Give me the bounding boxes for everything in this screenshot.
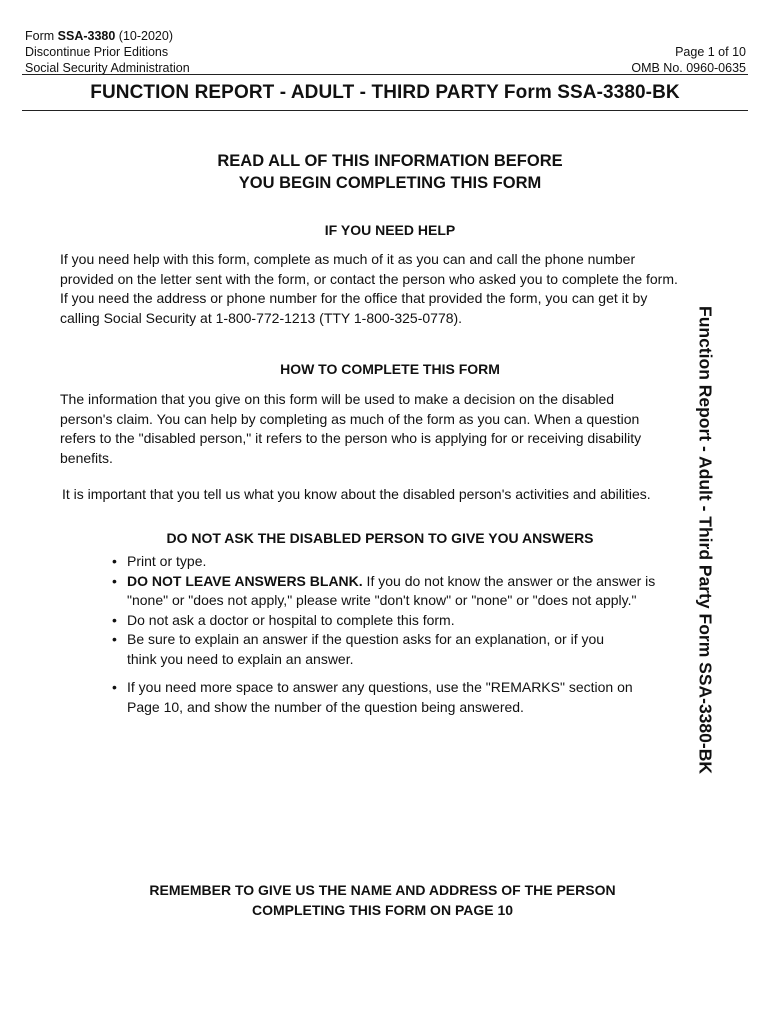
list-item [112, 611, 687, 631]
list-item [112, 552, 687, 572]
list-item [112, 572, 687, 611]
header-divider [22, 74, 748, 75]
instruction-list [112, 552, 687, 717]
remember-notice [0, 880, 765, 920]
bullet-bold-lead: DO NOT LEAVE ANSWERS BLANK. [127, 572, 363, 589]
omb-number: OMB No. 0960-0635 [631, 61, 746, 75]
how-to-heading: HOW TO COMPLETE THIS FORM [280, 361, 500, 377]
title-divider [22, 110, 748, 111]
side-label: Function Report - Adult - Third Party Form SSA-3380-BK [695, 306, 716, 774]
importance-paragraph: It is important that you tell us what you know about the disabled person's activities and abilities. [62, 486, 651, 502]
form-id-line [25, 28, 190, 44]
form-prefix: Form [25, 29, 58, 43]
form-header-right [631, 44, 746, 76]
discontinue-note: Discontinue Prior Editions [25, 45, 169, 59]
how-to-paragraph: The information that you give on this form will be used to make a decision on the disabled person's claim. You can help by completing as much of the form as you can. When a question refers to the "disabled person," it refers to the person who is applying for or receiving disability benefits. [60, 391, 642, 466]
form-title: FUNCTION REPORT - ADULT - THIRD PARTY Form SSA-3380-BK [90, 82, 680, 103]
do-not-ask-heading: DO NOT ASK THE DISABLED PERSON TO GIVE YOU ANSWERS [166, 530, 594, 546]
remember-line2: COMPLETING THIS FORM ON PAGE 10 [251, 902, 514, 918]
form-header-left [25, 28, 190, 76]
agency-name: Social Security Administration [25, 61, 190, 75]
form-date: (10-2020) [115, 29, 174, 43]
bullet-text: Print or type. [127, 553, 207, 569]
page-number: Page 1 of 10 [675, 45, 746, 59]
bullet-text: Be sure to explain an answer if the question asks for an explanation, or if you think you need to explain an answer. [127, 631, 605, 667]
help-heading: IF YOU NEED HELP [324, 222, 456, 238]
bullet-text: Do not ask a doctor or hospital to complete this form. [127, 611, 455, 628]
bullet-text: If you need more space to answer any questions, use the "REMARKS" section on Page 10, and show the number of the question being answered. [127, 679, 633, 715]
bullet-text: If you do not know the answer or the answer is "none" or "does not apply," please write "don't know" or "none" or "does not apply." [127, 572, 656, 608]
help-text: If you need help with this form, complete as much of it as you can and call the phone number provided on the letter sent with the form, or contact the person who asked you to complete the form. If you need the address or phone number for the office that provided the form, you can get it by calling Social Security at 1-800-772-1213 (TTY 1-800-325-0778). [60, 251, 678, 326]
remember-line1: REMEMBER TO GIVE US THE NAME AND ADDRESS OF THE PERSON [149, 882, 616, 898]
list-item [112, 630, 687, 669]
read-all-line2: YOU BEGIN COMPLETING THIS FORM [238, 174, 542, 192]
read-all-notice [0, 150, 770, 194]
list-item [112, 678, 687, 717]
form-number: SSA-3380 [57, 29, 116, 43]
read-all-line1: READ ALL OF THIS INFORMATION BEFORE [217, 152, 563, 170]
